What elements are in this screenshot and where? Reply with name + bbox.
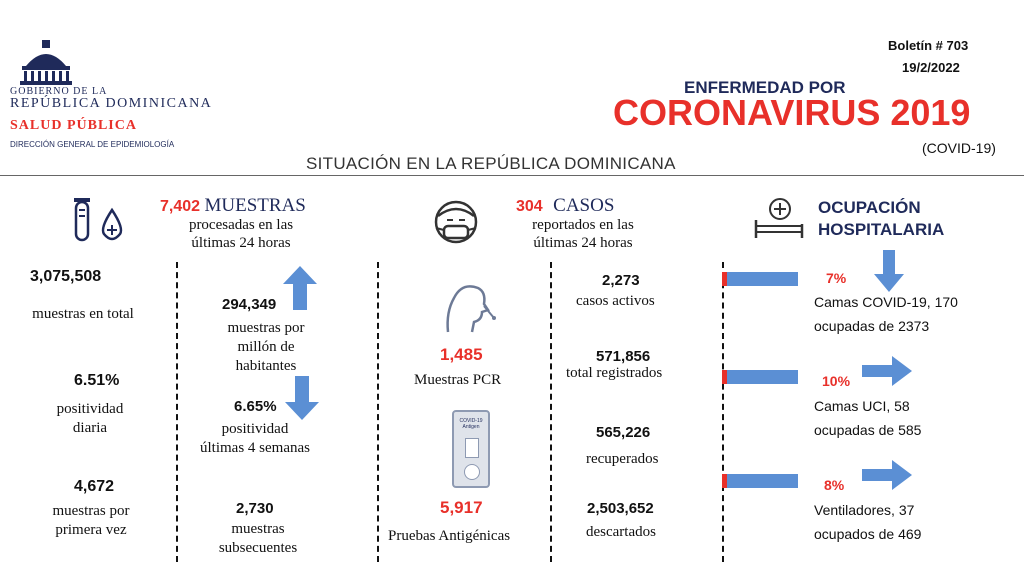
occupancy-line1-covid: Camas COVID-19, 170 bbox=[814, 294, 958, 310]
muestras-title: MUESTRAS bbox=[204, 195, 306, 216]
page-title: CORONAVIRUS 2019 bbox=[613, 92, 971, 133]
descartados-lbl: descartados bbox=[586, 524, 656, 540]
subsecuentes-lbl: muestras subsecuentes bbox=[218, 521, 298, 556]
total-lbl: total registrados bbox=[566, 365, 663, 381]
muestras-desc: procesadas en las últimas 24 horas bbox=[188, 217, 294, 251]
positividad-4w-num: 6.65% bbox=[234, 398, 277, 415]
divider-3 bbox=[550, 262, 552, 562]
arrow-right-icon bbox=[862, 460, 912, 490]
divider-4 bbox=[722, 262, 724, 562]
arrow-up-icon bbox=[283, 266, 317, 310]
recuperados-lbl: recuperados bbox=[586, 451, 659, 467]
ocupacion-title-1: OCUPACIÓN bbox=[818, 198, 921, 217]
muestras-total-lbl: muestras en total bbox=[32, 306, 134, 322]
casos-count: 304 bbox=[516, 198, 543, 215]
ocupacion-title-2: HOSPITALARIA bbox=[818, 220, 945, 239]
casos-header bbox=[516, 195, 614, 217]
muestras-count: 7,402 bbox=[160, 198, 201, 215]
occupancy-bar-covid bbox=[722, 272, 798, 286]
logo-line3: SALUD PÚBLICA bbox=[10, 118, 137, 133]
occupancy-line1-uci: Camas UCI, 58 bbox=[814, 398, 910, 414]
occupancy-line2-vent: ocupados de 469 bbox=[814, 526, 922, 542]
antigen-lbl: Pruebas Antigénicas bbox=[388, 528, 511, 544]
occupancy-bar-uci bbox=[722, 370, 798, 384]
positividad-4w-lbl: positividad últimas 4 semanas bbox=[200, 421, 310, 456]
test-tube-drop-icon bbox=[72, 196, 130, 246]
pcr-num: 1,485 bbox=[440, 345, 483, 364]
antigen-kit-icon bbox=[452, 410, 490, 488]
logo bbox=[8, 38, 268, 158]
title-small: ENFERMEDAD POR bbox=[684, 78, 846, 97]
casos-title: CASOS bbox=[553, 195, 615, 216]
primera-vez-num: 4,672 bbox=[74, 478, 115, 495]
primera-vez-lbl: muestras por primera vez bbox=[52, 503, 130, 538]
per-million-lbl: muestras por millón de habitantes bbox=[227, 320, 305, 374]
pcr-lbl: Muestras PCR bbox=[414, 372, 502, 388]
arrow-down-icon bbox=[874, 250, 904, 292]
occupancy-pct-covid: 7% bbox=[826, 270, 847, 286]
muestras-header bbox=[160, 195, 306, 217]
occupancy-pct-uci: 10% bbox=[822, 373, 851, 389]
divider-2 bbox=[377, 262, 379, 562]
palace-dome-icon bbox=[12, 38, 82, 86]
antigen-kit-label: COVID-19 Antigen bbox=[459, 418, 483, 430]
occupancy-bar-vent bbox=[722, 474, 798, 488]
bulletin-date: 19/2/2022 bbox=[902, 60, 960, 75]
total-num: 571,856 bbox=[596, 348, 651, 365]
occupancy-line2-covid: ocupadas de 2373 bbox=[814, 318, 930, 334]
hospital-bed-icon bbox=[752, 196, 806, 240]
title-paren: (COVID-19) bbox=[922, 140, 996, 156]
per-million-num: 294,349 bbox=[222, 296, 277, 313]
positividad-diaria-num: 6.51% bbox=[74, 372, 120, 389]
descartados-num: 2,503,652 bbox=[587, 500, 654, 517]
activos-num: 2,273 bbox=[602, 272, 640, 289]
occupancy-line1-vent: Ventiladores, 37 bbox=[814, 502, 915, 518]
divider-1 bbox=[176, 262, 178, 562]
activos-lbl: casos activos bbox=[576, 293, 655, 309]
recuperados-num: 565,226 bbox=[596, 424, 651, 441]
positividad-diaria-lbl: positividad diaria bbox=[56, 401, 124, 436]
nasal-swab-icon bbox=[436, 276, 496, 336]
logo-line2: REPÚBLICA DOMINICANA bbox=[10, 96, 213, 111]
occupancy-pct-vent: 8% bbox=[824, 477, 845, 493]
arrow-down-icon bbox=[285, 376, 319, 420]
bulletin-number: Boletín # 703 bbox=[888, 38, 969, 53]
occupancy-line2-uci: ocupadas de 585 bbox=[814, 422, 922, 438]
arrow-right-icon bbox=[862, 356, 912, 386]
subsecuentes-num: 2,730 bbox=[236, 500, 274, 517]
casos-desc: reportados en las últimas 24 horas bbox=[532, 217, 634, 251]
antigen-num: 5,917 bbox=[440, 498, 483, 517]
muestras-total-num: 3,075,508 bbox=[30, 268, 102, 285]
logo-line1: GOBIERNO DE LA bbox=[10, 86, 108, 97]
logo-line4: DIRECCIÓN GENERAL DE EPIDEMIOLOGÍA bbox=[10, 140, 175, 149]
page-subtitle: SITUACIÓN EN LA REPÚBLICA DOMINICANA bbox=[306, 154, 676, 173]
header-divider bbox=[0, 175, 1024, 176]
masked-face-icon bbox=[430, 196, 482, 252]
